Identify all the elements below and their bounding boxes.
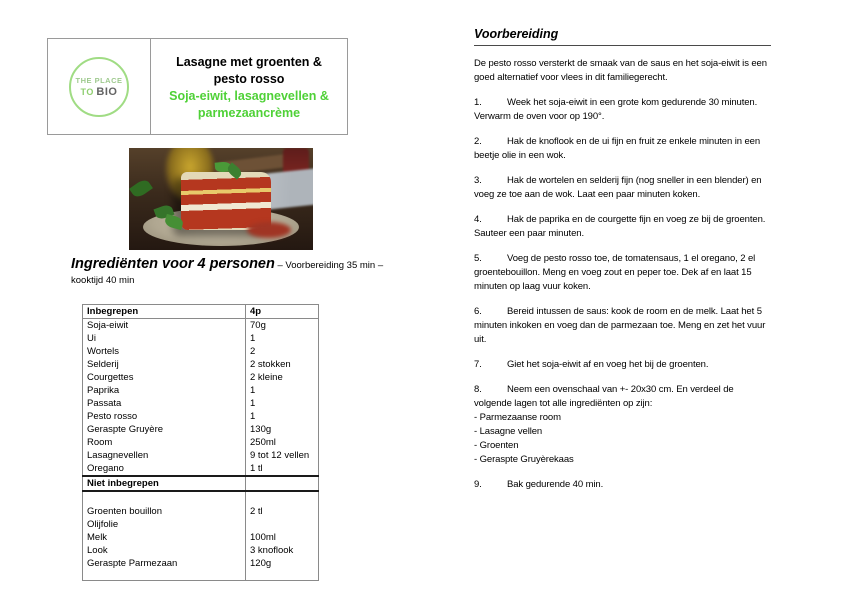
recipe-subtitle: Soja-eiwit, lasagnevellen & parmezaancrème	[169, 89, 329, 120]
preparation-column	[474, 27, 771, 503]
photo-sauce-spill	[247, 222, 291, 238]
logo-cell	[48, 39, 151, 134]
step-number: 4.	[474, 214, 482, 225]
photo-lasagne-slice	[181, 172, 271, 230]
step-number: 1.	[474, 97, 482, 108]
logo-text-bio: BIO	[96, 85, 118, 98]
step-text: Bak gedurende 40 min.	[507, 479, 604, 490]
ingredient-name: Geraspte Parmezaan	[83, 557, 246, 570]
logo-text-to: TO	[80, 86, 94, 97]
ingredient-amount	[246, 476, 319, 491]
table-row	[83, 371, 319, 384]
preparation-steps	[474, 96, 771, 492]
recipe-title: Lasagne met groenten & pesto rosso	[176, 55, 322, 86]
step-number: 2.	[474, 136, 482, 147]
table-row	[83, 531, 319, 544]
ingredient-amount	[246, 570, 319, 581]
table-row	[83, 449, 319, 462]
preparation-step	[474, 383, 771, 467]
step-number: 5.	[474, 253, 482, 264]
ingredient-amount: 3 knoflook	[250, 545, 294, 556]
step-number: 8.	[474, 384, 482, 395]
table-row	[83, 544, 319, 557]
ingredient-amount: 70g	[250, 320, 266, 331]
step-number: 3.	[474, 175, 482, 186]
step-number: 7.	[474, 359, 482, 370]
table-row	[83, 397, 319, 410]
ingredient-amount: 130g	[250, 424, 272, 435]
step-sub-item: - Lasagne vellen	[474, 426, 543, 437]
ingredient-amount: 4p	[246, 305, 319, 319]
ingredient-name: Niet inbegrepen	[83, 476, 246, 491]
ingredient-amount: 1	[250, 385, 256, 396]
table-row	[83, 358, 319, 371]
preparation-step	[474, 305, 771, 347]
ingredient-name: Olijfolie	[83, 518, 246, 531]
ingredient-amount: 120g	[250, 558, 272, 569]
preparation-heading: Voorbereiding	[474, 27, 771, 46]
table-row	[83, 319, 319, 333]
ingredient-name: Lasagnevellen	[83, 449, 246, 462]
ingredient-amount: 2	[250, 346, 256, 357]
ingredient-name: Geraspte Gruyère	[83, 423, 246, 436]
table-row	[83, 332, 319, 345]
step-text: Week het soja-eiwit in een grote kom gedurende 30 minuten. Verwarm de oven voor op 190°.	[474, 97, 758, 122]
title-cell	[151, 39, 347, 134]
preparation-step	[474, 96, 771, 124]
step-number: 6.	[474, 306, 482, 317]
logo-text-line1: THE PLACE	[75, 75, 123, 85]
ingredient-name: Soja-eiwit	[83, 319, 246, 333]
ingredient-amount: 2 stokken	[250, 359, 291, 370]
ingredient-amount: 1	[250, 333, 256, 344]
ingredient-amount: 9 tot 12 vellen	[250, 450, 310, 461]
table-row	[83, 436, 319, 449]
ingredients-heading-meta: – Voorbereiding 35 min – kooktijd 40 min	[71, 260, 384, 286]
ingredient-amount	[246, 518, 319, 531]
ingredient-name: Oregano	[83, 462, 246, 476]
preparation-step	[474, 135, 771, 163]
photo-basil-leaf	[129, 177, 153, 199]
brand-logo	[69, 57, 129, 117]
ingredient-name: Selderij	[83, 358, 246, 371]
table-row	[83, 423, 319, 436]
preparation-intro: De pesto rosso versterkt de smaak van de saus en het soja-eiwit is een goed alternatief voor vlees in dit familiegerecht.	[474, 58, 767, 83]
preparation-step	[474, 213, 771, 241]
ingredients-heading	[71, 257, 393, 288]
table-row	[83, 518, 319, 531]
table-row	[83, 505, 319, 518]
table-row	[83, 345, 319, 358]
table-row	[83, 476, 319, 491]
ingredient-name: Melk	[83, 531, 246, 544]
step-sub-item: - Geraspte Gruyèrekaas	[474, 454, 574, 465]
ingredients-table	[82, 304, 319, 581]
ingredient-name: Look	[83, 544, 246, 557]
ingredient-amount: 100ml	[250, 532, 276, 543]
ingredient-name: Wortels	[83, 345, 246, 358]
ingredient-amount: 2 kleine	[250, 372, 283, 383]
ingredient-name: Ui	[83, 332, 246, 345]
ingredient-amount: 2 tl	[250, 506, 263, 517]
logo-text-line2	[81, 86, 118, 98]
ingredient-name	[83, 570, 246, 581]
ingredient-name: Passata	[83, 397, 246, 410]
ingredient-name: Courgettes	[83, 371, 246, 384]
ingredient-name: Pesto rosso	[83, 410, 246, 423]
recipe-photo	[129, 148, 313, 250]
table-row	[83, 305, 319, 319]
ingredient-name	[83, 491, 246, 505]
step-text: Hak de paprika en de courgette fijn en voeg ze bij de groenten. Sauteer een paar minuten.	[474, 214, 766, 239]
recipe-header-box	[47, 38, 348, 135]
ingredient-amount: 250ml	[250, 437, 276, 448]
table-row	[83, 557, 319, 570]
ingredient-name: Groenten bouillon	[83, 505, 246, 518]
ingredient-amount	[246, 491, 319, 505]
ingredient-amount: 1	[250, 398, 256, 409]
ingredient-name: Inbegrepen	[83, 305, 246, 319]
step-text: Voeg de pesto rosso toe, de tomatensaus, 1 el oregano, 2 el groentebouillon. Meng en voeg zout en peper toe. Dek af en laat 15 minuten op laag vuur koken.	[474, 253, 756, 292]
step-sub-item: - Parmezaanse room	[474, 412, 561, 423]
table-row	[83, 491, 319, 505]
table-row	[83, 384, 319, 397]
step-text: Hak de knoflook en de ui fijn en fruit ze enkele minuten in een beetje olie in een wok.	[474, 136, 761, 161]
table-row	[83, 570, 319, 581]
ingredients-heading-title: Ingrediënten voor 4 personen	[71, 256, 275, 272]
table-row	[83, 462, 319, 476]
preparation-step	[474, 358, 771, 372]
table-row	[83, 410, 319, 423]
preparation-step	[474, 174, 771, 202]
step-text: Bereid intussen de saus: kook de room en de melk. Laat het 5 minuten inkoken en voeg dan de parmezaan toe. Meng en zet het vuur uit.	[474, 306, 766, 345]
ingredient-name: Room	[83, 436, 246, 449]
ingredient-name: Paprika	[83, 384, 246, 397]
step-text: Neem een ovenschaal van +- 20x30 cm. En verdeel de volgende lagen tot alle ingrediënten op zijn:	[474, 384, 734, 409]
preparation-step	[474, 478, 771, 492]
step-text: Giet het soja-eiwit af en voeg het bij de groenten.	[507, 359, 709, 370]
ingredient-amount: 1 tl	[250, 463, 263, 474]
step-sub-item: - Groenten	[474, 440, 519, 451]
step-text: Hak de wortelen en selderij fijn (nog sneller in een blender) en voeg ze toe aan de wok. Laat een paar minuten koken.	[474, 175, 762, 200]
step-number: 9.	[474, 479, 482, 490]
ingredient-amount: 1	[250, 411, 256, 422]
preparation-step	[474, 252, 771, 294]
